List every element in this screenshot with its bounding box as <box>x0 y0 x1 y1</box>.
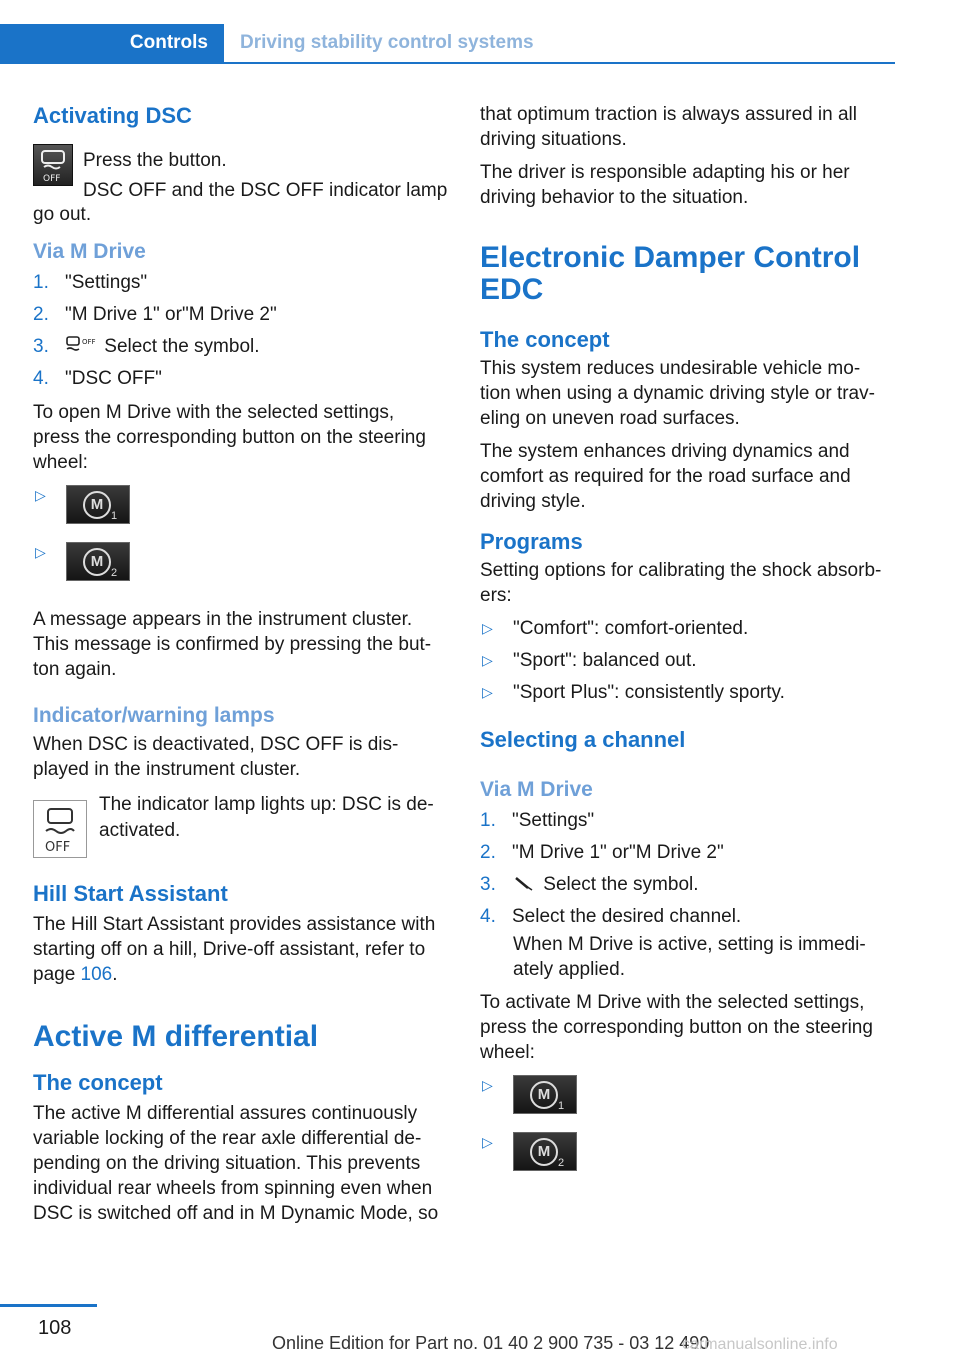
list-item: ▷ "Sport": balanced out. <box>482 650 697 671</box>
dsc-off-button-icon <box>33 144 73 186</box>
indicator-text-1: When DSC is deactivated, DSC OFF is dis- <box>33 734 399 755</box>
m-drive-2-button[interactable]: M 2 <box>66 542 130 581</box>
triangle-bullet-icon: ▷ <box>482 684 493 700</box>
dsc-button-block <box>33 134 453 224</box>
message-para: A message appears in the instrument cluster. This message is confirmed by pressing the but- ton again. <box>33 609 432 680</box>
press-button-text: Press the button. <box>83 150 227 171</box>
activate-m-drive-para: To activate M Drive with the selected settings, press the corresponding button on the steering wheel: <box>480 992 873 1063</box>
go-out-text: go out. <box>33 204 92 225</box>
triangle-bullet-icon: ▷ <box>482 652 493 668</box>
edition-text: Online Edition for Part no. 01 40 2 900 735 - 03 12 490 <box>272 1333 710 1353</box>
svg-text:OFF: OFF <box>43 174 61 184</box>
continued-text: that optimum traction is always assured in all driving situations. <box>480 104 857 150</box>
list-item: 3. Select the symbol. <box>480 874 699 895</box>
dsc-off-symbol-icon <box>65 335 99 355</box>
svg-text:OFF: OFF <box>82 338 96 346</box>
list-item: ▷ "Sport Plus": consistently sporty. <box>482 682 785 703</box>
m-drive-1-button[interactable]: M 1 <box>66 485 130 524</box>
heading-via-m-drive-right: Via M Drive <box>480 778 593 801</box>
triangle-bullet-icon: ▷ <box>482 1134 493 1150</box>
left-column: Activating DSC OFF Press the button. DSC OFF and the DSC OFF indicator lamp go out. Via M Drive 1. "Settings" 2. "M Drive 1" or"M Drive 2" 3. OFF Select the symbol. 4. "DSC OFF" To open M Drive with the selected settings, press the corresponding button on the steering wheel: ▷ M 1 ▷ M 2 A message appears in the instrument cluster. This message is confirmed by pressing the but- ton again. Indicator/warning lamps When DSC is deactivated, DSC OFF is dis- played in the instrument cluster. OFF The indicator lamp lights up: DSC is de- activated. Hill Start Assistant The Hill Start Assistant provides assistance with starting off on a hill, Drive-off assistant, refer to page 106. Active M differential The concept The active M differential assures continuously variable locking of the rear axle differential de- pending on the driving situation. This prevents individual rear wheels from spinning even when DSC is switched off and in M Dynamic Mode, so <box>33 102 453 1226</box>
heading-programs: Programs <box>480 529 583 554</box>
list-item: ▷ "Comfort": comfort-oriented. <box>482 618 749 639</box>
list-item <box>33 540 453 597</box>
list-item: 3. OFF Select the symbol. <box>33 336 260 357</box>
page-header <box>0 24 895 64</box>
triangle-bullet-icon: ▷ <box>35 544 46 560</box>
dsc-off-indicator-icon <box>33 800 87 858</box>
edc-enhances-text: The system enhances driving dynamics and comfort as required for the road surface and driving style. <box>480 441 851 512</box>
triangle-bullet-icon: ▷ <box>482 1077 493 1093</box>
page-number: 108 <box>38 1317 72 1339</box>
svg-text:OFF: OFF <box>45 840 71 855</box>
m-drive-1-button[interactable]: M 1 <box>513 1075 577 1114</box>
chapter-tab[interactable] <box>0 24 224 62</box>
heading-indicator-lamps: Indicator/warning lamps <box>33 704 275 727</box>
triangle-bullet-icon: ▷ <box>482 620 493 636</box>
damper-symbol-icon <box>512 874 538 892</box>
heading-selecting-channel: Selecting a channel <box>480 727 686 752</box>
heading-via-m-drive: Via M Drive <box>33 240 146 263</box>
page-reference: page 106. <box>33 964 118 985</box>
open-m-drive-para: To open M Drive with the selected settings, press the corresponding button on the steering wheel: <box>33 402 426 473</box>
footer-rule <box>0 1304 97 1307</box>
heading-edc-concept: The concept <box>480 327 610 352</box>
indicator-lamp-block: OFF The indicator lamp lights up: DSC is de- activated. <box>33 792 453 864</box>
channel-steps <box>480 808 900 936</box>
list-item <box>480 1130 900 1187</box>
section-title: Driving stability control systems <box>240 32 534 53</box>
list-item: 1. "Settings" <box>480 810 595 831</box>
triangle-bullet-icon: ▷ <box>35 487 46 503</box>
list-item: 2. "M Drive 1" or"M Drive 2" <box>480 842 724 863</box>
list-item: 4. "DSC OFF" <box>33 368 162 389</box>
list-item: 2. "M Drive 1" or"M Drive 2" <box>33 304 277 325</box>
dsc-off-text: DSC OFF and the DSC OFF indicator lamp <box>83 180 448 201</box>
programs-list <box>480 616 900 712</box>
heading-active-m-differential: Active M differential <box>33 1020 319 1053</box>
responsibility-text: The driver is responsible adapting his or her driving behavior to the situation. <box>480 162 850 208</box>
chapter-label: Controls <box>129 32 208 53</box>
page-link[interactable]: 106 <box>80 964 113 985</box>
list-item: 4. Select the desired channel. <box>480 906 742 927</box>
heading-activating-dsc: Activating DSC <box>33 103 192 128</box>
active-m-text: The active M differential assures continuously variable locking of the rear axle differential de- pending on the driving situation. This prevents individual rear wheels from spinning even when DSC is switched off and in M Dynamic Mode, so <box>33 1103 439 1224</box>
m-drive-steps <box>33 270 453 398</box>
step-4-note: When M Drive is active, setting is immedi- ately applied. <box>513 934 866 980</box>
edc-concept-text: This system reduces undesirable vehicle mo- tion when using a dynamic driving style or trav- eling on uneven road surfaces. <box>480 358 875 429</box>
right-column <box>480 102 900 1187</box>
watermark: carmanualsonline.info <box>682 1336 838 1353</box>
list-item <box>480 1073 900 1130</box>
list-item: 1. "Settings" <box>33 272 148 293</box>
m-drive-2-button[interactable]: M 2 <box>513 1132 577 1171</box>
heading-edc: Electronic Damper Control EDC <box>480 241 861 306</box>
heading-hill-start: Hill Start Assistant <box>33 881 228 906</box>
list-item <box>33 483 453 540</box>
indicator-text-2: played in the instrument cluster. <box>33 759 301 780</box>
heading-the-concept: The concept <box>33 1070 163 1095</box>
programs-text: Setting options for calibrating the shock absorb- ers: <box>480 560 882 606</box>
